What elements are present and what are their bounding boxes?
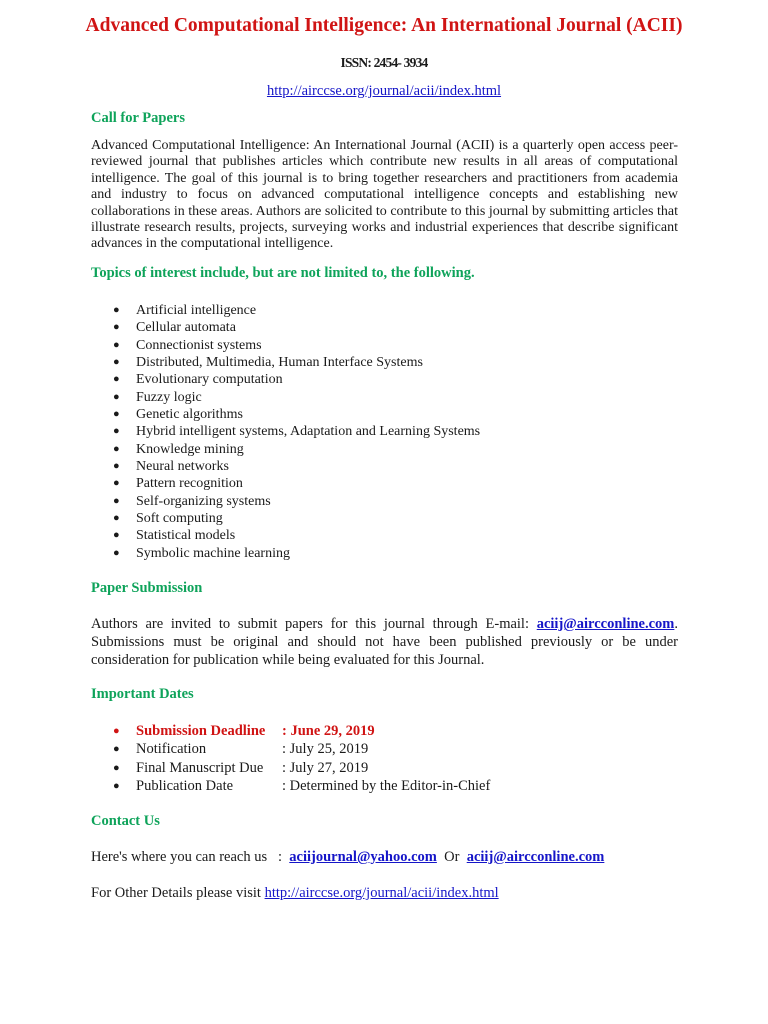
bullet-icon: ● bbox=[113, 356, 120, 369]
important-dates-list bbox=[91, 722, 490, 795]
bullet-icon: ● bbox=[113, 494, 120, 507]
list-item: ● Knowledge mining bbox=[113, 441, 244, 457]
contact-email-airccse-link[interactable]: aciij@aircconline.com bbox=[466, 849, 605, 865]
submission-email-link[interactable]: aciij@aircconline.com bbox=[536, 616, 675, 632]
bullet-icon: ● bbox=[113, 743, 120, 756]
bullet-icon: ● bbox=[113, 725, 120, 737]
date-row-publication: ● Publication Date : Determined by the Editor-in-Chief bbox=[113, 777, 491, 794]
list-item: ● Genetic algorithms bbox=[113, 407, 243, 423]
date-row-final-manuscript: ● Final Manuscript Due : July 27, 2019 bbox=[113, 759, 369, 776]
list-item: ● Hybrid intelligent systems, Adaptation and Learning Systems bbox=[113, 424, 481, 440]
date-row-submission-deadline: ● Submission Deadline : June 29, 2019 bbox=[113, 723, 375, 739]
list-item: ● Self-organizing systems bbox=[113, 493, 271, 509]
bullet-icon: ● bbox=[113, 779, 120, 792]
journal-url-link[interactable]: http://airccse.org/journal/acii/index.html bbox=[266, 83, 502, 99]
topics-heading: Topics of interest include, but are not limited to, the following. bbox=[91, 265, 475, 281]
list-item: ● Pattern recognition bbox=[113, 476, 243, 492]
paper-submission-body: Authors are invited to submit papers for this journal through E-mail: aciij@aircconline.com. Submissions must be original and should not have been published previously or be under consideration for publication while being evaluated for this Journal. bbox=[91, 616, 678, 668]
list-item: ● Statistical models bbox=[113, 528, 236, 544]
bullet-icon: ● bbox=[113, 529, 120, 542]
list-item: ● Connectionist systems bbox=[113, 337, 262, 353]
journal-title: Advanced Computational Intelligence: An International Journal (ACII) bbox=[85, 15, 683, 36]
list-item: ● Fuzzy logic bbox=[113, 389, 202, 405]
call-for-papers-heading: Call for Papers bbox=[91, 110, 185, 126]
list-item: ● Soft computing bbox=[113, 511, 223, 527]
list-item: ● Distributed, Multimedia, Human Interface Systems bbox=[113, 355, 423, 371]
bullet-icon: ● bbox=[113, 460, 120, 473]
bullet-icon: ● bbox=[113, 425, 120, 438]
issn: ISSN: 2454- 3934 bbox=[340, 55, 428, 70]
bullet-icon: ● bbox=[113, 512, 120, 525]
bullet-icon: ● bbox=[113, 390, 120, 403]
list-item: ● Cellular automata bbox=[113, 320, 236, 336]
important-dates-heading: Important Dates bbox=[91, 686, 194, 702]
other-details-line: For Other Details please visit http://airccse.org/journal/acii/index.html bbox=[91, 885, 499, 901]
call-for-papers-body: Advanced Computational Intelligence: An International Journal (ACII) is a quarterly open access peer-reviewed journal that publishes articles which contribute new results in all areas of computational intelligence. The goal of this journal is to bring together researchers and practitioners from academia and industry to focus on advanced computational intelligence concepts and establishing new collaborations in these areas. Authors are solicited to contribute to this journal by submitting articles that illustrate research results, projects, surveying works and industrial experiences that describe significant advances in the computational intelligence. bbox=[91, 138, 678, 252]
contact-email-yahoo-link[interactable]: aciijournal@yahoo.com bbox=[289, 849, 437, 865]
details-url-link[interactable]: http://airccse.org/journal/acii/index.html bbox=[264, 885, 499, 901]
bullet-icon: ● bbox=[113, 408, 120, 421]
bullet-icon: ● bbox=[113, 442, 120, 455]
bullet-icon: ● bbox=[113, 373, 120, 386]
list-item: ● Neural networks bbox=[113, 459, 229, 475]
bullet-icon: ● bbox=[113, 321, 120, 334]
paper-submission-heading: Paper Submission bbox=[91, 580, 203, 596]
contact-us-heading: Contact Us bbox=[91, 813, 160, 829]
journal-url-line bbox=[0, 83, 768, 100]
bullet-icon: ● bbox=[113, 761, 120, 774]
list-item: ● Artificial intelligence bbox=[113, 303, 257, 318]
topics-list bbox=[91, 302, 480, 562]
bullet-icon: ● bbox=[113, 477, 120, 490]
list-item: ● Evolutionary computation bbox=[113, 372, 283, 388]
bullet-icon: ● bbox=[113, 304, 120, 316]
date-row-notification: ● Notification : July 25, 2019 bbox=[113, 741, 369, 758]
bullet-icon: ● bbox=[113, 546, 120, 559]
contact-line: Here's where you can reach us : aciijournal@yahoo.com Or aciij@aircconline.com bbox=[91, 849, 605, 865]
bullet-icon: ● bbox=[113, 338, 120, 351]
list-item: ● Symbolic machine learning bbox=[113, 545, 290, 561]
